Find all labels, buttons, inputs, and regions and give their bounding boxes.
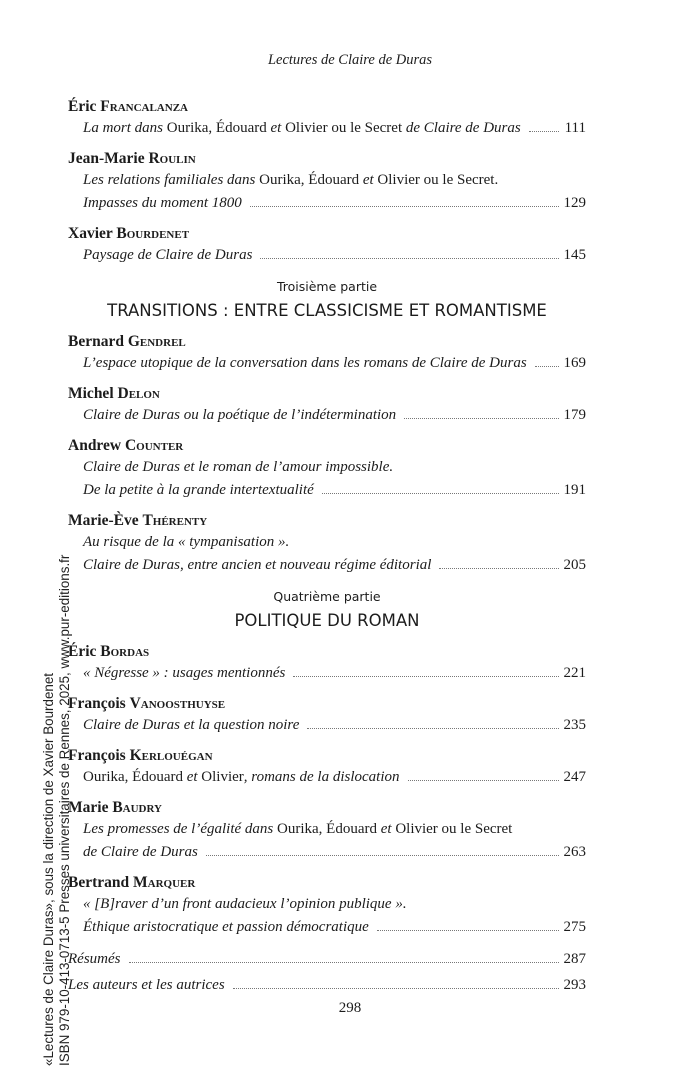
title-segment: Claire de Duras et la question noire (83, 717, 300, 733)
toc-entry (68, 872, 586, 939)
author-last-name: Francalanza (100, 98, 188, 115)
author-first-name: Éric (68, 98, 97, 115)
part-title: POLITIQUE DU ROMAN (234, 611, 420, 630)
entry-title-line (68, 244, 586, 267)
entry-page-number: 221 (563, 665, 586, 681)
toc-entry (68, 435, 586, 502)
author-first-name: Bertrand (68, 874, 130, 891)
author-name (68, 331, 586, 352)
entry-page-number: 191 (563, 482, 586, 498)
title-segment: De la petite à la grande intertextualité (83, 482, 314, 498)
entry-title (83, 352, 527, 375)
entry-title (83, 818, 512, 841)
dot-leader (404, 418, 558, 419)
toc-entry (68, 641, 586, 685)
title-segment: Olivier ou le Secret. (373, 172, 499, 188)
sidebar-line-1: «Lectures de Claire Duras», sous la direction de Xavier Bourdenet (41, 672, 56, 1066)
entry-title-line (68, 404, 586, 427)
title-segment: Ourika, Édouard (166, 120, 271, 136)
entry-title (83, 893, 407, 916)
author-last-name: Roulin (148, 150, 196, 167)
entry-title-line (68, 662, 586, 685)
title-segment: Claire de Duras, entre ancien et nouveau régime éditorial (83, 557, 432, 573)
toc-entry (68, 797, 586, 864)
entry-title (83, 192, 242, 215)
entry-page-number: 111 (564, 120, 586, 136)
toc-entry (68, 223, 586, 267)
title-segment: « Négresse » : usages mentionnés (83, 665, 286, 681)
author-name (68, 383, 586, 404)
entry-page-number: 205 (563, 557, 586, 573)
author-first-name: François (68, 747, 126, 764)
entry-title (83, 456, 393, 479)
part-label: Quatrième partie (273, 589, 381, 604)
entry-title-line (68, 916, 586, 939)
entry-title (83, 479, 314, 502)
entry-page-number: 129 (563, 195, 586, 211)
title-segment: et (362, 172, 374, 188)
entry-title (83, 531, 289, 554)
dot-leader (293, 676, 558, 677)
entry-title (83, 662, 285, 685)
entry-title-line (68, 554, 586, 577)
table-of-contents (68, 96, 586, 997)
author-name (68, 148, 586, 169)
dot-leader (206, 855, 559, 856)
entry-page-number: 235 (563, 717, 586, 733)
entry-title-line (68, 714, 586, 737)
toc-entry (68, 383, 586, 427)
toc-entry (68, 331, 586, 375)
title-segment: Olivier ou le Secret (391, 821, 513, 837)
title-segment: Claire de Duras ou la poétique de l’indétermination (83, 407, 397, 423)
entry-title (83, 244, 252, 267)
entry-page-number: 169 (563, 355, 586, 371)
author-last-name: Gendrel (127, 333, 186, 350)
title-segment: La mort dans (83, 120, 167, 136)
dot-leader (233, 988, 559, 989)
author-name (68, 872, 586, 893)
entry-title (83, 916, 369, 939)
misc-page-number: 287 (563, 951, 586, 967)
dot-leader (322, 493, 559, 494)
entry-title-line (68, 531, 586, 554)
toc-entry (68, 745, 586, 789)
entry-title-line (68, 192, 586, 215)
author-last-name: Bourdenet (116, 225, 190, 242)
title-segment: de Claire de Duras (83, 844, 198, 860)
title-segment: Ourika, Édouard (259, 172, 363, 188)
author-first-name: Jean-Marie (68, 150, 145, 167)
title-segment: de Claire de Duras (405, 120, 521, 136)
title-segment: Éthique aristocratique et passion démocratique (83, 919, 369, 935)
entry-title-line (68, 766, 586, 789)
title-segment: Olivier (197, 769, 244, 785)
author-first-name: Marie (68, 799, 109, 816)
toc-entry (68, 96, 586, 140)
author-last-name: Kerlouégan (129, 747, 213, 764)
part-label: Troisième partie (276, 279, 378, 294)
entry-title-line (68, 893, 586, 916)
title-segment: et (186, 769, 198, 785)
dot-leader (408, 780, 559, 781)
toc-entry (68, 693, 586, 737)
title-segment: « [B]raver d’un front audacieux l’opinion publique ». (83, 896, 407, 912)
part-heading (68, 587, 586, 633)
title-segment: , romans de la dislocation (243, 769, 400, 785)
author-name (68, 435, 586, 456)
entry-title (83, 766, 400, 789)
entry-page-number: 247 (563, 769, 586, 785)
author-last-name: Thérenty (142, 512, 208, 529)
misc-page-number: 293 (563, 977, 586, 993)
entry-page-number: 275 (563, 919, 586, 935)
entry-title (83, 714, 299, 737)
author-name (68, 693, 586, 714)
misc-label: Les auteurs et les autrices (68, 977, 225, 993)
entry-title (83, 554, 431, 577)
title-segment: Impasses du moment 1800 (83, 195, 242, 211)
part-heading (68, 277, 586, 323)
title-segment: et (270, 120, 282, 136)
entry-title-line (68, 456, 586, 479)
title-segment: Les relations familiales dans (83, 172, 260, 188)
dot-leader (260, 258, 558, 259)
author-first-name: Bernard (68, 333, 124, 350)
author-name (68, 745, 586, 766)
entry-title (83, 169, 498, 192)
part-title: TRANSITIONS : ENTRE CLASSICISME ET ROMANTISME (107, 301, 547, 320)
author-first-name: Andrew (68, 437, 122, 454)
title-segment: Claire de Duras et le roman de l’amour impossible. (83, 459, 394, 475)
author-name (68, 797, 586, 818)
title-segment: Paysage de Claire de Duras (83, 247, 253, 263)
author-first-name: Michel (68, 385, 114, 402)
page-number: 298 (338, 1000, 362, 1016)
dot-leader (129, 962, 559, 963)
author-last-name: Vanoosthuyse (129, 695, 226, 712)
dot-leader (439, 568, 558, 569)
toc-misc-entry (68, 973, 586, 997)
author-first-name: Éric (68, 643, 97, 660)
entry-title-line (68, 841, 586, 864)
entry-title-line (68, 117, 586, 140)
author-name (68, 223, 586, 244)
author-first-name: Marie-Ève (68, 512, 139, 529)
author-name (68, 96, 586, 117)
title-segment: L’espace utopique de la conversation dans les romans de Claire de Duras (83, 355, 527, 371)
entry-title-line (68, 479, 586, 502)
title-segment: Au risque de la « tympanisation ». (83, 534, 290, 550)
entry-title (83, 117, 521, 140)
title-segment: Ourika, Édouard (277, 821, 381, 837)
author-last-name: Bordas (100, 643, 150, 660)
dot-leader (529, 131, 559, 132)
dot-leader (307, 728, 558, 729)
entry-title-line (68, 169, 586, 192)
running-header: Lectures de Claire de Duras (267, 52, 433, 68)
author-first-name: Xavier (68, 225, 113, 242)
toc-entry (68, 148, 586, 215)
author-last-name: Baudry (112, 799, 162, 816)
title-segment: Les promesses de l’égalité dans (83, 821, 278, 837)
author-name (68, 510, 586, 531)
entry-title-line (68, 352, 586, 375)
author-last-name: Marquer (133, 874, 196, 891)
entry-page-number: 145 (563, 247, 586, 263)
entry-page-number: 179 (563, 407, 586, 423)
dot-leader (535, 366, 559, 367)
toc-entry (68, 510, 586, 577)
entry-title-line (68, 818, 586, 841)
dot-leader (250, 206, 559, 207)
author-name (68, 641, 586, 662)
author-first-name: François (68, 695, 126, 712)
entry-title (83, 404, 396, 427)
entry-title (83, 841, 198, 864)
title-segment: et (380, 821, 392, 837)
entry-page-number: 263 (563, 844, 586, 860)
misc-label: Résumés (68, 951, 121, 967)
dot-leader (377, 930, 559, 931)
title-segment: Olivier ou le Secret (281, 120, 406, 136)
copyright-sidebar (41, 486, 72, 1066)
toc-misc-entry (68, 947, 586, 971)
author-last-name: Delon (117, 385, 160, 402)
author-last-name: Counter (124, 437, 184, 454)
sidebar-line-2: ISBN 979-10-413-0713-5 Presses universitaires de Rennes, 2025, www.pur-editions.fr (56, 554, 72, 1066)
title-segment: Ourika, Édouard (83, 769, 187, 785)
